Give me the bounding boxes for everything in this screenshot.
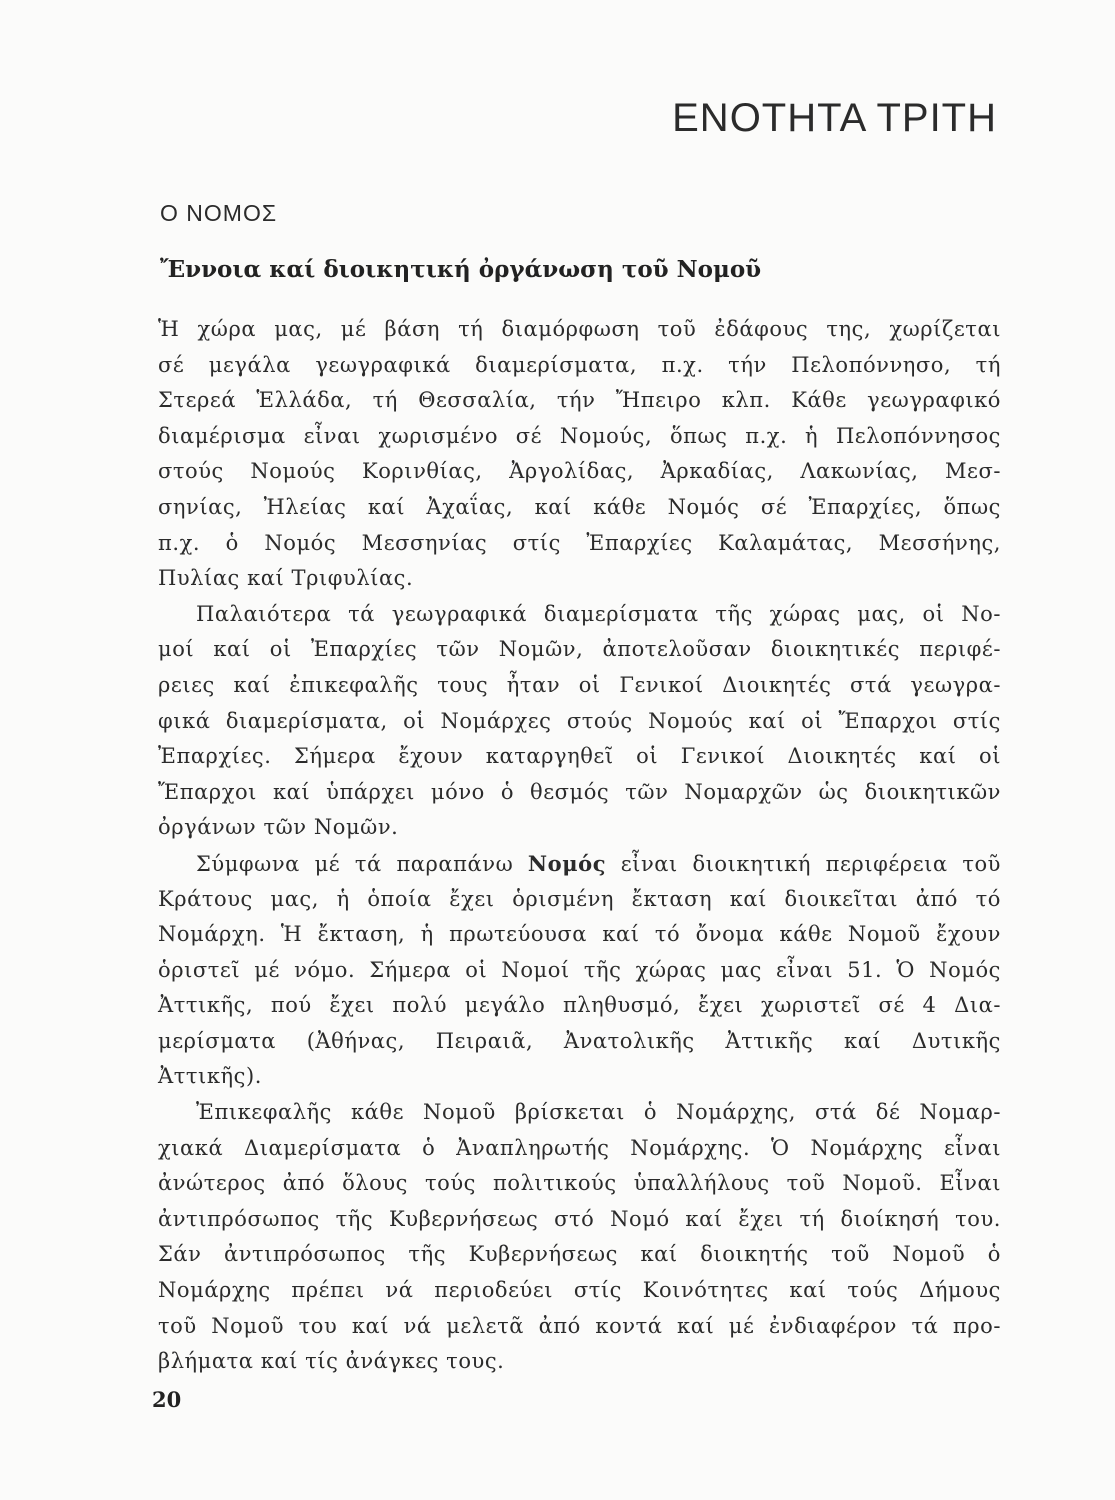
section-title: Ο ΝΟΜΟΣ <box>160 200 278 226</box>
text-line: ἀντιπρόσωπος τῆς Κυβερνήσεως στό Νομό καί ἔχει τή διοίκησή του. <box>158 1206 1001 1231</box>
text-line: Νομάρχη. Ἡ ἔκταση, ἡ πρωτεύουσα καί τό ὄνομα κάθε Νομοῦ ἔχουν <box>158 922 1001 947</box>
text-line: Στερεά Ἑλλάδα, τή Θεσσαλία, τήν Ἤπειρο κλπ. Κάθε γεωγραφικό <box>158 388 1001 413</box>
text-line: Ἀττικῆς). <box>158 1064 262 1089</box>
page-number: 20 <box>152 1387 182 1412</box>
text-line: φικά διαμερίσματα, οἱ Νομάρχες στούς Νομούς καί οἱ Ἔπαρχοι στίς <box>158 708 1001 733</box>
text-line: Ἀττικῆς, πού ἔχει πολύ μεγάλο πληθυσμό, ἔχει χωριστεῖ σέ 4 Δια- <box>158 993 1001 1018</box>
text-line: σέ μεγάλα γεωγραφικά διαμερίσματα, π.χ. τήν Πελοπόννησο, τή <box>158 352 1001 377</box>
text-line: χιακά Διαμερίσματα ὁ Ἀναπληρωτής Νομάρχης. Ὁ Νομάρχης εἶναι <box>158 1135 1001 1160</box>
paragraph-1 <box>158 312 1001 597</box>
text-run: εἶναι διοικητική περιφέρεια τοῦ <box>606 851 1001 876</box>
text-line: ὁριστεῖ μέ νόμο. Σήμερα οἱ Νομοί τῆς χώρας μας εἶναι 51. Ὁ Νομός <box>158 957 1001 982</box>
text-line: μερίσματα (Ἀθήνας, Πειραιᾶ, Ἀνατολικῆς Ἀττικῆς καί Δυτικῆς <box>158 1028 1001 1053</box>
text-line: ρειες καί ἐπικεφαλῆς τους ἦταν οἱ Γενικοί Διοικητές στά γεωγρα- <box>158 672 1001 697</box>
text-line: μοί καί οἱ Ἐπαρχίες τῶν Νομῶν, ἀποτελοῦσαν διοικητικές περιφέ- <box>158 637 1001 662</box>
subheading: Ἔννοια καί διοικητική ὀργάνωση τοῦ Νομοῦ <box>160 256 762 283</box>
text-line: σηνίας, Ἠλείας καί Ἀχαΐας, καί κάθε Νομός σέ Ἐπαρχίες, ὅπως <box>158 494 1001 519</box>
text-line: ἀνώτερος ἀπό ὅλους τούς πολιτικούς ὑπαλλήλους τοῦ Νομοῦ. Εἶναι <box>158 1171 1001 1196</box>
text-line: ὀργάνων τῶν Νομῶν. <box>158 815 399 840</box>
text-line: Ἡ χώρα μας, μέ βάση τή διαμόρφωση τοῦ ἐδάφους της, χωρίζεται <box>158 317 1001 341</box>
text-line: διαμέρισμα εἶναι χωρισμένο σέ Νομούς, ὅπως π.χ. ἡ Πελοπόννησος <box>158 423 1001 448</box>
text-line: π.χ. ὁ Νομός Μεσσηνίας στίς Ἐπαρχίες Καλαμάτας, Μεσσήνης, <box>158 530 1001 555</box>
text-run: Σύμφωνα μέ τά παραπάνω <box>196 851 528 876</box>
bold-term: Νομός <box>527 850 607 876</box>
text-line: Παλαιότερα τά γεωγραφικά διαμερίσματα τῆς χώρας μας, οἱ Νο- <box>196 601 1001 626</box>
paragraph-4 <box>158 1095 1001 1380</box>
text-line: στούς Νομούς Κορινθίας, Ἀργολίδας, Ἀρκαδίας, Λακωνίας, Μεσ- <box>158 459 1001 484</box>
text-line: βλήματα καί τίς ἀνάγκες τους. <box>158 1349 505 1374</box>
text-line: Κράτους μας, ἡ ὁποία ἔχει ὁρισμένη ἔκταση καί διοικεῖται ἀπό τό <box>158 886 1001 911</box>
body-text <box>158 312 1001 1380</box>
text-line: Ἔπαρχοι καί ὑπάρχει μόνο ὁ θεσμός τῶν Νομαρχῶν ὡς διοικητικῶν <box>158 779 1001 804</box>
text-line: Σάν ἀντιπρόσωπος τῆς Κυβερνήσεως καί διοικητής τοῦ Νομοῦ ὁ <box>158 1242 1001 1267</box>
unit-title: ΕΝΟΤΗΤΑ ΤΡΙΤΗ <box>672 96 997 140</box>
text-line: Νομάρχης πρέπει νά περιοδεύει στίς Κοινότητες καί τούς Δήμους <box>158 1278 1001 1303</box>
text-line <box>158 846 1001 882</box>
text-line: Ἐπικεφαλῆς κάθε Νομοῦ βρίσκεται ὁ Νομάρχης, στά δέ Νομαρ- <box>196 1100 1001 1125</box>
text-line: τοῦ Νομοῦ του καί νά μελετᾶ ἀπό κοντά καί μέ ἐνδιαφέρον τά προ- <box>158 1313 1001 1338</box>
text-line: Πυλίας καί Τριφυλίας. <box>158 566 414 591</box>
text-line: Ἐπαρχίες. Σήμερα ἔχουν καταργηθεῖ οἱ Γενικοί Διοικητές καί οἱ <box>158 744 1001 769</box>
paragraph-2 <box>158 597 1001 846</box>
paragraph-3 <box>158 846 1001 1095</box>
